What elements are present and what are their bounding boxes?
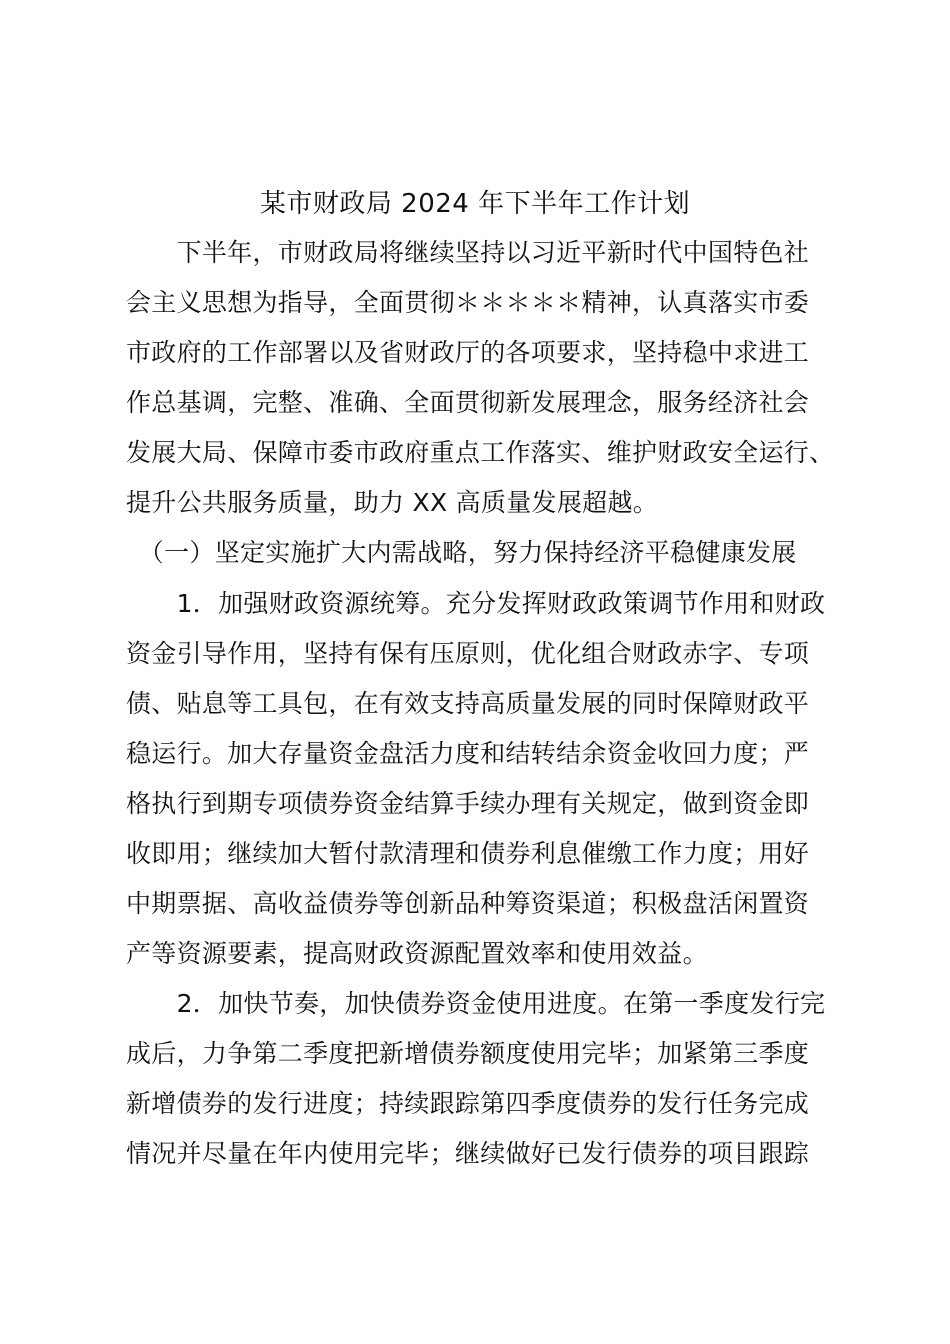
paragraph-line: 会主义思想为指导，全面贯彻＊＊＊＊＊精神，认真落实市委 (126, 288, 810, 317)
paragraph-line: 情况并尽量在年内使用完毕；继续做好已发行债券的项目跟踪 (126, 1139, 810, 1168)
paragraph-line: 下半年，市财政局将继续坚持以习近平新时代中国特色社 (126, 238, 810, 267)
paragraph-line: 发展大局、保障市委市政府重点工作落实、维护财政安全运行、 (126, 438, 835, 467)
paragraph-line: 市政府的工作部署以及省财政厅的各项要求，坚持稳中求进工 (126, 338, 810, 367)
paragraph-line: 1．加强财政资源统筹。充分发挥财政政策调节作用和财政 (126, 589, 826, 618)
document-title: 某市财政局 2024 年下半年工作计划 (259, 189, 691, 219)
paragraph-line: 2．加快节奏，加快债券资金使用进度。在第一季度发行完 (126, 989, 826, 1018)
paragraph-line: 债、贴息等工具包，在有效支持高质量发展的同时保障财政平 (126, 689, 810, 718)
paragraph-line: 稳运行。加大存量资金盘活力度和结转结余资金收回力度；严 (126, 739, 810, 768)
paragraph-line: 成后，力争第二季度把新增债券额度使用完毕；加紧第三季度 (126, 1039, 810, 1068)
paragraph-line: 资金引导作用，坚持有保有压原则，优化组合财政赤字、专项 (126, 639, 810, 668)
paragraph-line: 收即用；继续加大暂付款清理和债券利息催缴工作力度；用好 (126, 839, 810, 868)
paragraph-line: 新增债券的发行进度；持续跟踪第四季度债券的发行任务完成 (126, 1089, 810, 1118)
paragraph-line: 提升公共服务质量，助力 XX 高质量发展超越。 (126, 488, 659, 517)
paragraph-line: 作总基调，完整、准确、全面贯彻新发展理念，服务经济社会 (126, 388, 810, 417)
paragraph-line: 格执行到期专项债券资金结算手续办理有关规定，做到资金即 (126, 789, 810, 818)
paragraph-line: 产等资源要素，提高财政资源配置效率和使用效益。 (126, 939, 708, 968)
section-heading: （一）坚定实施扩大内需战略，努力保持经济平稳健康发展 (126, 538, 797, 567)
paragraph-line: 中期票据、高收益债券等创新品种筹资渠道；积极盘活闲置资 (126, 889, 810, 918)
